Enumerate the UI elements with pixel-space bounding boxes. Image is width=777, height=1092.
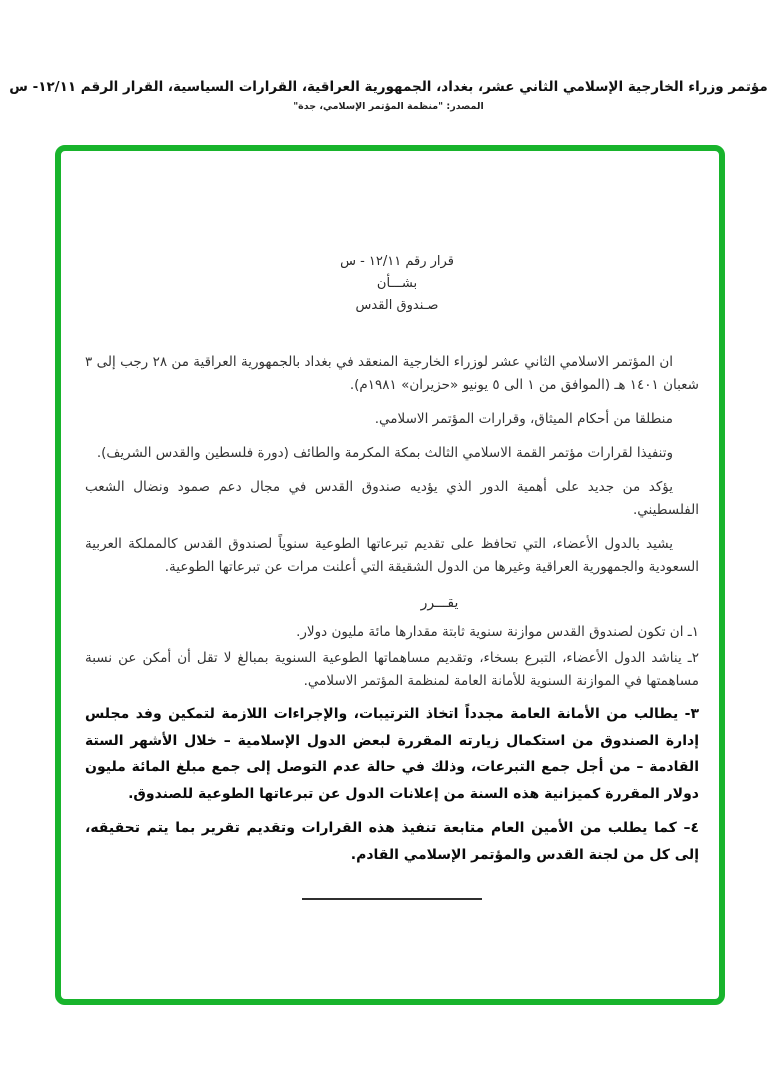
- document-header: [0, 78, 777, 112]
- paragraph-preamble-1: ان المؤتمر الاسلامي الثاني عشر لوزراء الخارجية المنعقد في بغداد بالجمهورية العراقية من ٢٨ رجب إلى ٣ شعبان ١٤٠١ هـ (الموافق من ١ الى ٥ يونيو «حزيران» ١٩٨١م).: [85, 354, 699, 393]
- paragraph-commendation: يشيد بالدول الأعضاء، التي تحافظ على تقديم تبرعاتها الطوعية سنوياً لصندوق القدس كالمملكة العربية السعودية والجمهورية العراقية وغيرها من الدول الشقيقة التي أعلنت مرات عن تبرعاتها الطوعية.: [85, 536, 699, 575]
- resolution-regarding: بشـــأن: [376, 276, 418, 291]
- green-frame: [55, 145, 725, 1005]
- header-title: مؤتمر وزراء الخارجية الإسلامي الثاني عشر، بغداد، الجمهورية العراقية، القرارات السياسية، القرار الرقم ١٢/١١- س: [9, 79, 768, 95]
- resolution-subject: صـندوق القدس: [355, 298, 439, 313]
- resolution-number: قرار رقم ١٢/١١ - س: [340, 254, 454, 269]
- separator-line: [302, 898, 482, 900]
- resolution-title-block: [85, 251, 699, 317]
- paragraph-affirmation: يؤكد من جديد على أهمية الدور الذي يؤديه صندوق القدس في مجال دعم صمود ونضال الشعب الفلسطيني.: [85, 479, 699, 518]
- paragraph-preamble-3: وتنفيذا لقرارات مؤتمر القمة الاسلامي الثالث بمكة المكرمة والطائف (دورة فلسطين والقدس الشريف).: [96, 445, 673, 461]
- decides-heading: يقـــرر: [420, 595, 459, 611]
- decision-item-4: ٤– كما يطلب من الأمين العام متابعة تنفيذ هذه القرارات وتقديم تقرير بما يتم تحقيقه، إلى كل من لجنة القدس والمؤتمر الإسلامي القادم.: [85, 820, 699, 863]
- header-source: المصدر: "منظمة المؤتمر الإسلامي، جدة": [293, 101, 484, 112]
- decision-item-3: ٣- يطالب من الأمانة العامة مجدداً اتخاذ الترتيبات، والإجراءات اللازمة لتمكين وفد مجلس إدارة الصندوق من استكمال زيارته المقررة لبعض الدول الإسلامية – خلال الأشهر الستة القادمة – من أجل جمع التبرعات، وذلك في حالة عدم التوصل إلى جمع مبلغ المائة مليون دولار المقررة كميزانية هذه السنة من إعلانات الدول عن تبرعاتها الطوعية للصندوق.: [85, 706, 699, 802]
- decision-item-1: ١ـ ان تكون لصندوق القدس موازنة سنوية ثابتة مقدارها مائة مليون دولار.: [296, 624, 699, 640]
- decision-item-2: ٢ـ يناشد الدول الأعضاء، التبرع بسخاء، وتقديم مساهماتها الطوعية السنوية بمبالغ لا تقل أن أمكن عن نسبة مساهمتها في الموازنة السنوية للأمانة العامة لمنظمة المؤتمر الاسلامي.: [85, 650, 699, 689]
- paragraph-preamble-2: منطلقا من أحكام الميثاق، وقرارات المؤتمر الاسلامي.: [374, 411, 673, 427]
